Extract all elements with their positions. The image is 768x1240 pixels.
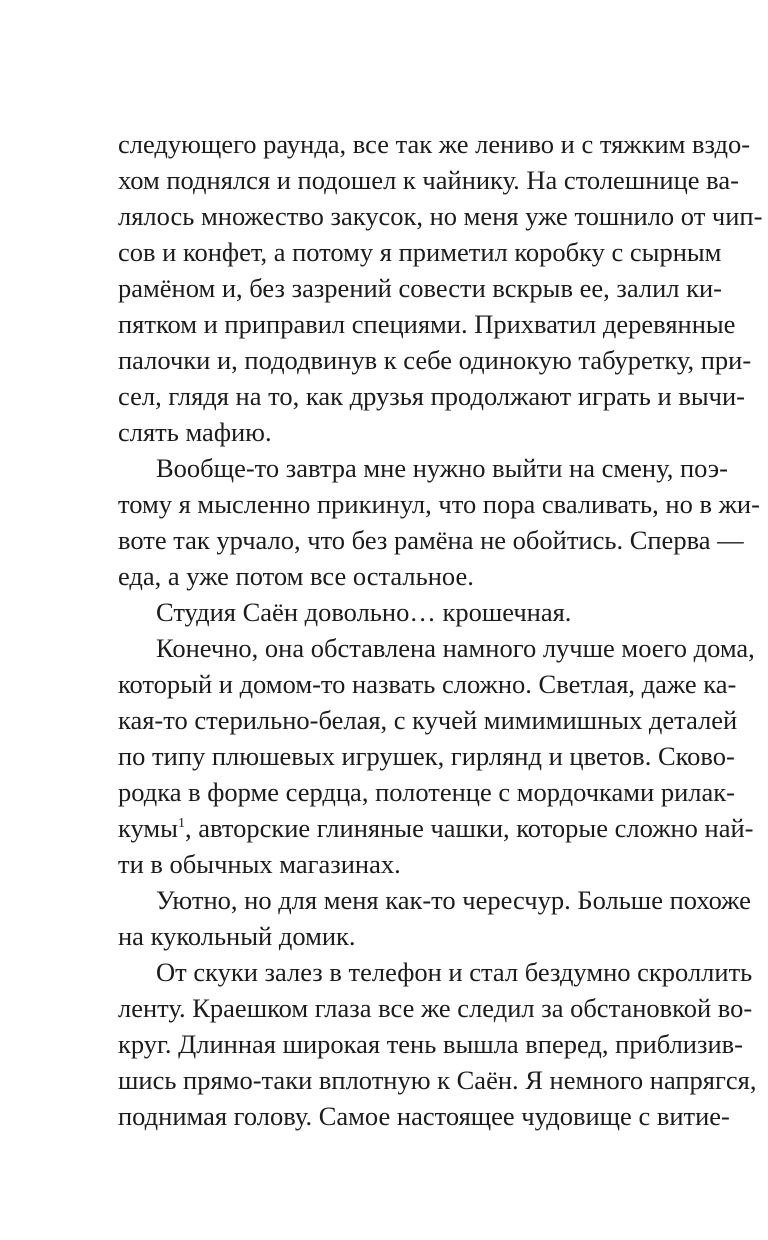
text-fragment: кумы (118, 813, 178, 843)
text-line: тому я мысленно прикинул, что пора сваливать, но в жи- (118, 489, 760, 519)
text-line: Вообще-то завтра мне нужно выйти на смену, поэ- (156, 453, 728, 483)
text-line: палочки и, пододвинув к себе одинокую табуретку, при- (118, 345, 752, 375)
text-line: Студия Саён довольно… крошечная. (156, 597, 572, 627)
text-line: родка в форме сердца, полотенце с мордочками рилак- (118, 777, 735, 807)
text-line: еда, а уже потом все остальное. (118, 561, 474, 591)
text-line: пятком и приправил специями. Прихватил деревянные (118, 309, 736, 339)
text-line: по типу плюшевых игрушек, гирлянд и цветов. Сково- (118, 741, 735, 771)
text-line: следующего раунда, все так же лениво и с тяжким вздо- (118, 129, 751, 159)
text-line: хом поднялся и подошел к чайнику. На столешнице ва- (118, 165, 739, 195)
text-line: ленту. Краешком глаза все же следил за обстановкой во- (118, 993, 753, 1023)
text-line: на кукольный домик. (118, 921, 356, 951)
text-line: шись прямо-таки вплотную к Саён. Я немного напрягся, (118, 1065, 757, 1095)
text-line: круг. Длинная широкая тень вышла вперед, приблизив- (118, 1029, 743, 1059)
text-line: сов и конфет, а потому я приметил коробку с сырным (118, 237, 722, 267)
text-line-with-footnote (118, 810, 754, 846)
text-line: Конечно, она обставлена намного лучше моего дома, (156, 633, 755, 663)
text-line: поднимая голову. Самое настоящее чудовище с витие- (118, 1101, 730, 1131)
footnote-reference[interactable]: 1 (177, 816, 185, 831)
text-line: воте так урчало, что без рамёна не обойтись. Сперва — (118, 525, 744, 555)
text-line: От скуки залез в телефон и стал бездумно скроллить (156, 957, 753, 987)
text-line: который и домом-то назвать сложно. Светлая, даже ка- (118, 669, 737, 699)
text-line: Уютно, но для меня как-то чересчур. Больше похоже (156, 885, 751, 915)
text-line: лялось множество закусок, но меня уже тошнило от чип- (118, 201, 763, 231)
text-line: рамёном и, без зазрений совести вскрыв ее, залил ки- (118, 273, 722, 303)
text-fragment: , авторские глиняные чашки, которые сложно най- (184, 813, 754, 843)
text-line: сел, глядя на то, как друзья продолжают играть и вычи- (118, 381, 745, 411)
text-line: кая-то стерильно-белая, с кучей мимимишных деталей (118, 705, 738, 735)
text-line: слять мафию. (118, 417, 272, 447)
text-line: ти в обычных магазинах. (118, 849, 401, 879)
